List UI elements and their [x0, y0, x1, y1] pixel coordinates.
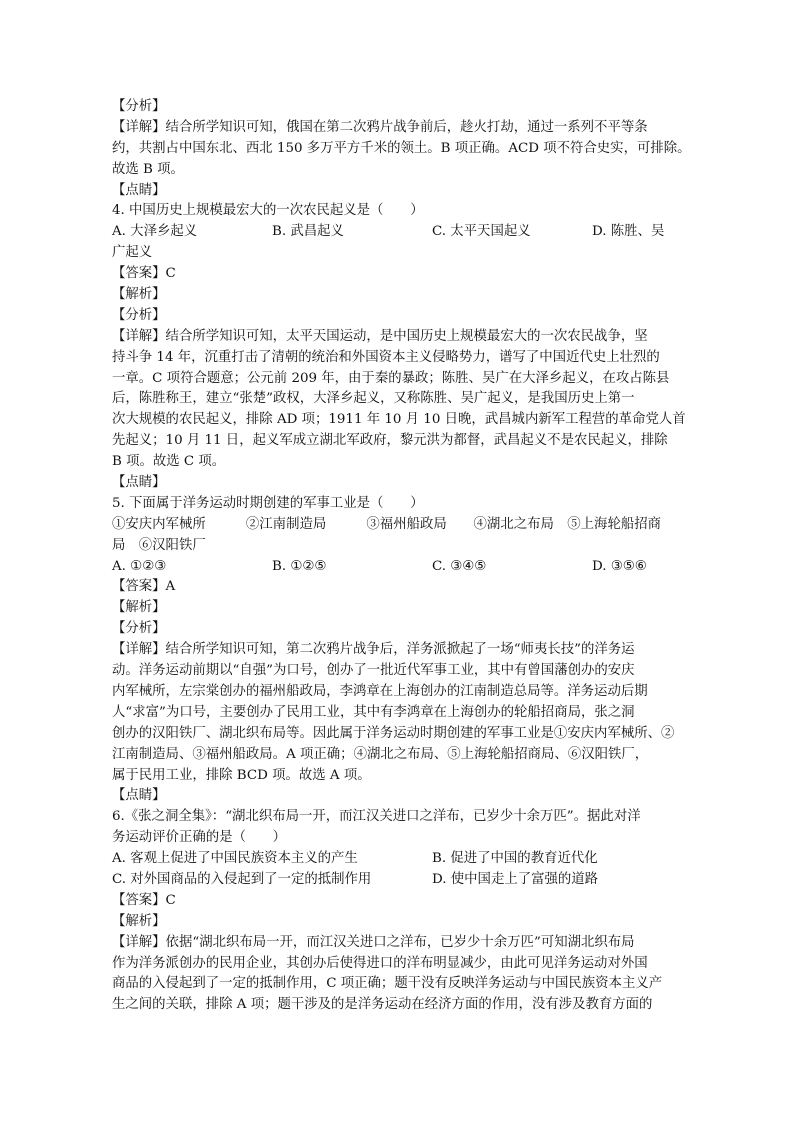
detail-text: 【详解】结合所学知识可知，太平天国运动，是中国历史上规模最宏大的一次农民战争，坚 — [112, 328, 648, 344]
detail-text: 江南制造局、③福州船政局。A 项正确；④湖北之布局、⑤上海轮船招商局、⑥汉阳铁厂， — [112, 746, 649, 762]
option-d: D. 使中国走上了富强的道路 — [432, 871, 599, 887]
remark-heading: 【点睛】 — [112, 182, 166, 198]
question-5-items: ①安庆内军械所 ②江南制造局 ③福州船政局 ④湖北之布局 ⑤上海轮船招商 — [112, 516, 662, 532]
question-6: 务运动评价正确的是（ ） — [112, 830, 287, 846]
question-6-options-row2 — [112, 870, 684, 891]
option-c: C. ③④⑤ — [432, 558, 487, 574]
detail-text: 【详解】结合所学知识可知，俄国在第二次鸦片战争前后，趁火打劫，通过一系列不平等条 — [112, 119, 648, 135]
detail-text: 约，共割占中国东北、西北 150 多万平方千米的领土。B 项正确。ACD 项不符合史实，可排除。 — [112, 140, 691, 156]
question-4-options — [112, 222, 684, 243]
question-6: 6.《张之洞全集》：“湖北织布局一开，而江汉关进口之洋布，已岁少十余万匹”。据此对洋 — [112, 809, 641, 825]
detail-text: 人“求富”为口号，主要创办了民用工业，其中有李鸿章在上海创办的轮船招商局，张之洞 — [112, 704, 635, 720]
document-page — [112, 97, 691, 1016]
detail-text: 故选 B 项。 — [112, 161, 184, 177]
explanation-heading: 【解析】 — [112, 600, 166, 616]
option-a: A. 客观上促进了中国民族资本主义的产生 — [112, 851, 358, 867]
option-d: D. 陈胜、吴 — [592, 224, 665, 240]
question-5-items: 局 ⑥汉阳铁厂 — [112, 537, 206, 553]
explanation-heading: 【解析】 — [112, 287, 166, 303]
analysis-heading: 【分析】 — [112, 307, 166, 323]
remark-heading: 【点睛】 — [112, 788, 166, 804]
detail-text: 先起义；10 月 11 日，起义军成立湖北军政府，黎元洪为都督，武昌起义不是农民起义，排除 — [112, 433, 668, 449]
option-b: B. 武昌起义 — [272, 224, 344, 240]
detail-text: 属于民用工业，排除 BCD 项。故选 A 项。 — [112, 767, 371, 783]
option-c: C. 对外国商品的入侵起到了一定的抵制作用 — [112, 871, 372, 887]
detail-text: 持斗争 14 年，沉重打击了清朝的统治和外国资本主义侵略势力，谱写了中国近代史上壮烈的 — [112, 349, 660, 365]
option-b: B. 促进了中国的教育近代化 — [432, 851, 598, 867]
detail-text: 商品的入侵起到了一定的抵制作用，C 项正确；题干没有反映洋务运动与中国民族资本主义产 — [112, 976, 663, 992]
option-b: B. ①②⑤ — [272, 558, 327, 574]
answer: 【答案】C — [112, 266, 176, 282]
detail-text: 次大规模的农民起义，排除 AD 项；1911 年 10 月 10 日晚，武昌城内新军工程营的革命党人首 — [112, 412, 686, 428]
question-4: 4. 中国历史上规模最宏大的一次农民起义是（ ） — [112, 203, 424, 219]
question-6-options-row1 — [112, 849, 684, 870]
question-5: 5. 下面属于洋务运动时期创建的军事工业是（ ） — [112, 495, 424, 511]
option-a: A. 大泽乡起义 — [112, 224, 198, 240]
detail-text: 【详解】结合所学知识可知，第二次鸦片战争后，洋务派掀起了一场“师夷长技”的洋务运 — [112, 642, 635, 658]
option-d: D. ③⑤⑥ — [592, 558, 647, 574]
detail-text: 一章。C 项符合题意；公元前 209 年，由于秦的暴政；陈胜、吴广在大泽乡起义，在攻占陈县 — [112, 370, 670, 386]
detail-text: 内军械所，左宗棠创办的福州船政局，李鸿章在上海创办的江南制造总局等。洋务运动后期 — [112, 683, 648, 699]
detail-text: B 项。故选 C 项。 — [112, 454, 226, 470]
analysis-heading: 【分析】 — [112, 99, 166, 114]
detail-text: 【详解】依据“湖北织布局一开，而江汉关进口之洋布，已岁少十余万匹”可知湖北织布局 — [112, 934, 635, 950]
detail-text: 作为洋务派创办的民用企业，其创办后使得进口的洋布明显减少，由此可见洋务运动对外国 — [112, 955, 648, 971]
option-a: A. ①②③ — [112, 558, 167, 574]
answer: 【答案】A — [112, 579, 176, 595]
explanation-heading: 【解析】 — [112, 913, 166, 929]
detail-text: 动。洋务运动前期以“自强”为口号，创办了一批近代军事工业，其中有曾国藩创办的安庆 — [112, 663, 635, 679]
option-c: C. 太平天国起义 — [432, 224, 531, 240]
question-5-options — [112, 557, 684, 578]
analysis-heading: 【分析】 — [112, 621, 166, 637]
remark-heading: 【点睛】 — [112, 475, 166, 491]
answer: 【答案】C — [112, 892, 176, 908]
option-d-continued: 广起义 — [112, 245, 153, 261]
detail-text: 生之间的关联，排除 A 项；题干涉及的是洋务运动在经济方面的作用，没有涉及教育方面的 — [112, 997, 653, 1013]
detail-text: 创办的汉阳铁厂、湖北织布局等。因此属于洋务运动时期创建的军事工业是①安庆内军械所、② — [112, 725, 675, 741]
detail-text: 后，陈胜称王，建立“张楚”政权，大泽乡起义，又称陈胜、吴广起义，是我国历史上第一 — [112, 391, 635, 407]
